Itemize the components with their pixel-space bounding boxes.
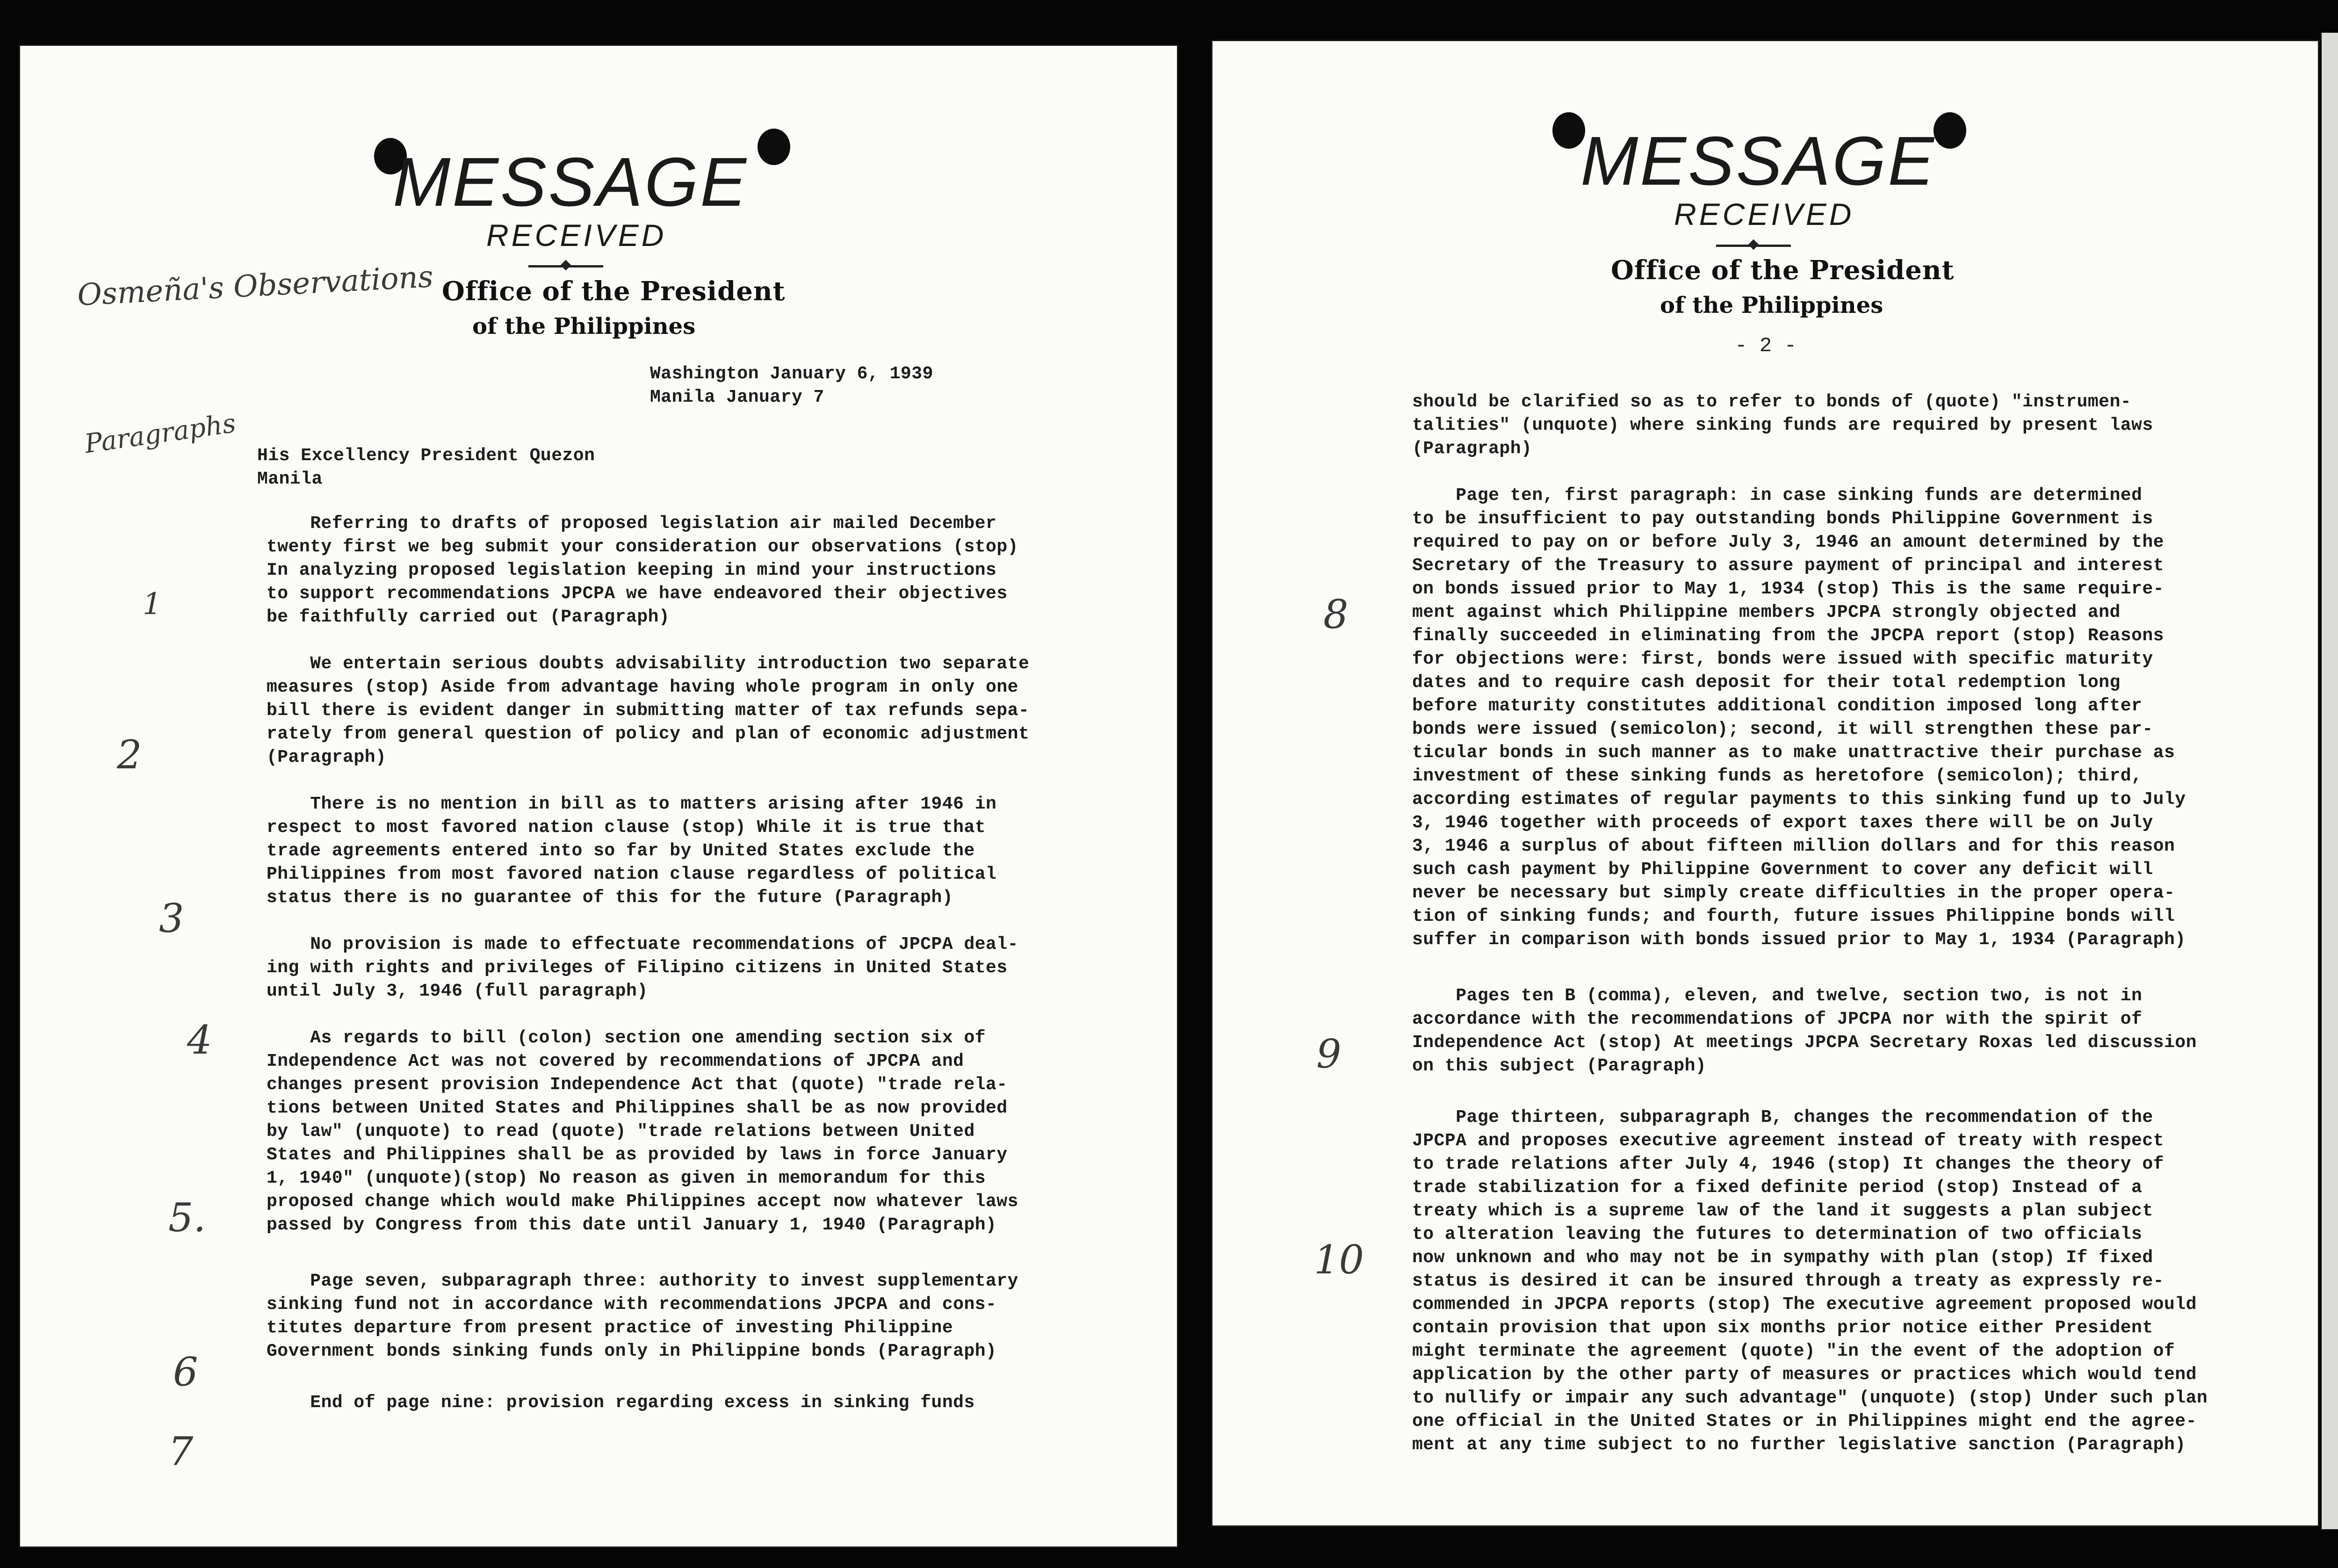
- body-line: never be necessary but simply create difficulties in the proper opera-: [1412, 883, 2175, 903]
- body-line: treaty which is a supreme law of the land it suggests a plan subject: [1412, 1201, 2153, 1221]
- received-subtitle: RECEIVED: [1674, 197, 1855, 231]
- body-line: Independence Act was not covered by recommendations of JPCPA and: [267, 1051, 964, 1071]
- body-line: such cash payment by Philippine Government to cover any deficit will: [1412, 860, 2153, 880]
- document-page-1: [19, 44, 1178, 1548]
- body-line: status is desired it can be insured through a treaty as expressly re-: [1412, 1271, 2164, 1291]
- body-line: by law" (unquote) to read (quote) "trade relations between United: [267, 1121, 975, 1142]
- body-line: measures (stop) Aside from advantage having whole program in only one: [267, 677, 1018, 697]
- body-line: 3, 1946 together with proceeds of export taxes there will be on July: [1412, 813, 2153, 833]
- body-line: accordance with the recommendations of JPCPA nor with the spirit of: [1412, 1009, 2143, 1029]
- body-line: (Paragraph): [267, 747, 387, 767]
- body-line: Independence Act (stop) At meetings JPCPA Secretary Roxas led discussion: [1412, 1033, 2197, 1053]
- body-line: required to pay on or before July 3, 1946 an amount determined by the: [1412, 532, 2164, 552]
- body-line: for objections were: first, bonds were issued with specific maturity: [1412, 649, 2153, 669]
- body-line: There is no mention in bill as to matters arising after 1946 in: [267, 794, 997, 814]
- handwritten-number: 7: [168, 1429, 194, 1474]
- header-divider: [1716, 245, 1791, 247]
- body-line: As regards to bill (colon) section one amending section six of: [267, 1028, 986, 1048]
- body-line: bill there is evident danger in submitting matter of tax refunds sepa-: [267, 701, 1030, 721]
- body-line: to alteration leaving the futures to determination of two officials: [1412, 1224, 2143, 1244]
- body-line: should be clarified so as to refer to bonds of (quote) "instrumen-: [1412, 392, 2132, 412]
- body-line: might terminate the agreement (quote) "in the event of the adoption of: [1412, 1341, 2175, 1361]
- body-line: passed by Congress from this date until January 1, 1940 (Paragraph): [267, 1215, 997, 1235]
- body-line: status there is no guarantee of this for the future (Paragraph): [267, 888, 953, 908]
- handwritten-note-title: Osmeña's Observations: [76, 260, 434, 313]
- body-line: rately from general question of policy and plan of economic adjustment: [267, 724, 1030, 744]
- body-line: sinking fund not in accordance with recommendations JPCPA and cons-: [267, 1294, 997, 1315]
- body-line: tions between United States and Philippines shall be as now provided: [267, 1098, 1008, 1118]
- body-line: now unknown and who may not be in sympathy with plan (stop) If fixed: [1412, 1248, 2153, 1268]
- body-line: ment at any time subject to no further legislative sanction (Paragraph): [1412, 1435, 2186, 1455]
- body-line: on bonds issued prior to May 1, 1934 (stop) This is the same require-: [1412, 579, 2164, 599]
- handwritten-number: 10: [1314, 1237, 1364, 1283]
- body-line: until July 3, 1946 (full paragraph): [267, 981, 648, 1001]
- body-line: contain provision that upon six months prior notice either President: [1412, 1318, 2153, 1338]
- handwritten-number: 9: [1316, 1031, 1342, 1077]
- body-line: Page seven, subparagraph three: authority to invest supplementary: [267, 1271, 1018, 1291]
- punch-hole: [758, 129, 790, 165]
- address-line-2: Manila: [257, 469, 323, 489]
- body-line: 1, 1940" (unquote)(stop) No reason as given in memorandum for this: [267, 1168, 986, 1188]
- body-line: Pages ten B (comma), eleven, and twelve, section two, is not in: [1412, 986, 2143, 1006]
- page-number: - 2 -: [1735, 334, 1797, 358]
- message-title: MESSAGE: [393, 144, 748, 221]
- body-line: according estimates of regular payments to this sinking fund up to July: [1412, 789, 2186, 809]
- handwritten-number: 5.: [168, 1195, 206, 1241]
- page-edge-strip-inner: [2322, 33, 2338, 1529]
- header-divider: [528, 265, 603, 267]
- body-line: dates and to require cash deposit for their total redemption long: [1412, 672, 2121, 693]
- body-line: Page thirteen, subparagraph B, changes the recommendation of the: [1412, 1107, 2153, 1127]
- body-line: be faithfully carried out (Paragraph): [267, 607, 670, 627]
- body-line: ticular bonds in such manner as to make unattractive their purchase as: [1412, 743, 2175, 763]
- document-page-2: [1211, 40, 2319, 1527]
- body-line: JPCPA and proposes executive agreement instead of treaty with respect: [1412, 1131, 2164, 1151]
- body-line: before maturity constitutes additional condition imposed long after: [1412, 696, 2143, 716]
- handwritten-number: 4: [187, 1017, 212, 1063]
- body-line: tion of sinking funds; and fourth, future issues Philippine bonds will: [1412, 906, 2175, 926]
- body-line: application by the other party of measures or practices which would tend: [1412, 1365, 2197, 1385]
- body-line: Referring to drafts of proposed legislation air mailed December: [267, 513, 997, 534]
- body-line: Secretary of the Treasury to assure payment of principal and interest: [1412, 556, 2164, 576]
- handwritten-number: 3: [159, 896, 184, 941]
- handwritten-number: 6: [173, 1349, 198, 1395]
- body-line: trade agreements entered into so far by United States exclude the: [267, 841, 975, 861]
- body-line: talities" (unquote) where sinking funds are required by present laws: [1412, 415, 2153, 435]
- body-line: commended in JPCPA reports (stop) The executive agreement proposed would: [1412, 1294, 2197, 1315]
- dateline-manila: Manila January 7: [650, 387, 824, 407]
- office-line-2: of the Philippines: [472, 313, 696, 340]
- body-line: ing with rights and privileges of Filipino citizens in United States: [267, 958, 1008, 978]
- body-line: End of page nine: provision regarding excess in sinking funds: [267, 1393, 975, 1413]
- office-line-1: Office of the President: [1611, 255, 1955, 286]
- handwritten-number: 2: [117, 732, 142, 778]
- body-line: to trade relations after July 4, 1946 (stop) It changes the theory of: [1412, 1154, 2164, 1174]
- body-line: In analyzing proposed legislation keeping in mind your instructions: [267, 560, 997, 580]
- office-line-1: Office of the President: [442, 276, 786, 307]
- body-line: to support recommendations JPCPA we have endeavored their objectives: [267, 584, 1008, 604]
- body-line: Government bonds sinking funds only in Philippine bonds (Paragraph): [267, 1341, 997, 1361]
- body-line: 3, 1946 a surplus of about fifteen million dollars and for this reason: [1412, 836, 2175, 856]
- body-line: twenty first we beg submit your consideration our observations (stop): [267, 537, 1018, 557]
- body-line: (Paragraph): [1412, 439, 1532, 459]
- dateline-washington: Washington January 6, 1939: [650, 364, 933, 384]
- body-line: suffer in comparison with bonds issued prior to May 1, 1934 (Paragraph): [1412, 930, 2186, 950]
- body-line: No provision is made to effectuate recommendations of JPCPA deal-: [267, 934, 1018, 954]
- body-line: on this subject (Paragraph): [1412, 1056, 1707, 1076]
- body-line: We entertain serious doubts advisability introduction two separate: [267, 654, 1030, 674]
- body-line: States and Philippines shall be as provided by laws in force January: [267, 1145, 1008, 1165]
- received-subtitle: RECEIVED: [486, 218, 667, 253]
- body-line: bonds were issued (semicolon); second, it will strengthen these par-: [1412, 719, 2153, 739]
- body-line: trade stabilization for a fixed definite period (stop) Instead of a: [1412, 1178, 2143, 1198]
- body-line: to nullify or impair any such advantage" (unquote) (stop) Under such plan: [1412, 1388, 2208, 1408]
- body-line: Page ten, first paragraph: in case sinking funds are determined: [1412, 485, 2143, 506]
- body-line: changes present provision Independence Act that (quote) "trade rela-: [267, 1075, 1008, 1095]
- handwritten-number: 8: [1323, 592, 1349, 637]
- body-line: ment against which Philippine members JPCPA strongly objected and: [1412, 602, 2121, 622]
- body-line: finally succeeded in eliminating from the JPCPA report (stop) Reasons: [1412, 626, 2164, 646]
- office-line-2: of the Philippines: [1660, 292, 1883, 318]
- body-line: titutes departure from present practice of investing Philippine: [267, 1318, 953, 1338]
- body-line: Philippines from most favored nation clause regardless of political: [267, 864, 997, 884]
- punch-hole: [1934, 112, 1966, 149]
- address-line-1: His Excellency President Quezon: [257, 446, 595, 466]
- body-line: one official in the United States or in Philippines might end the agree-: [1412, 1411, 2197, 1431]
- body-line: proposed change which would make Philippines accept now whatever laws: [267, 1192, 1018, 1212]
- body-line: respect to most favored nation clause (stop) While it is true that: [267, 817, 986, 838]
- body-line: to be insufficient to pay outstanding bonds Philippine Government is: [1412, 509, 2153, 529]
- body-line: investment of these sinking funds as heretofore (semicolon); third,: [1412, 766, 2143, 786]
- message-title: MESSAGE: [1580, 123, 1936, 200]
- handwritten-note-side: Paragraphs: [83, 408, 238, 460]
- handwritten-number: 1: [143, 587, 162, 621]
